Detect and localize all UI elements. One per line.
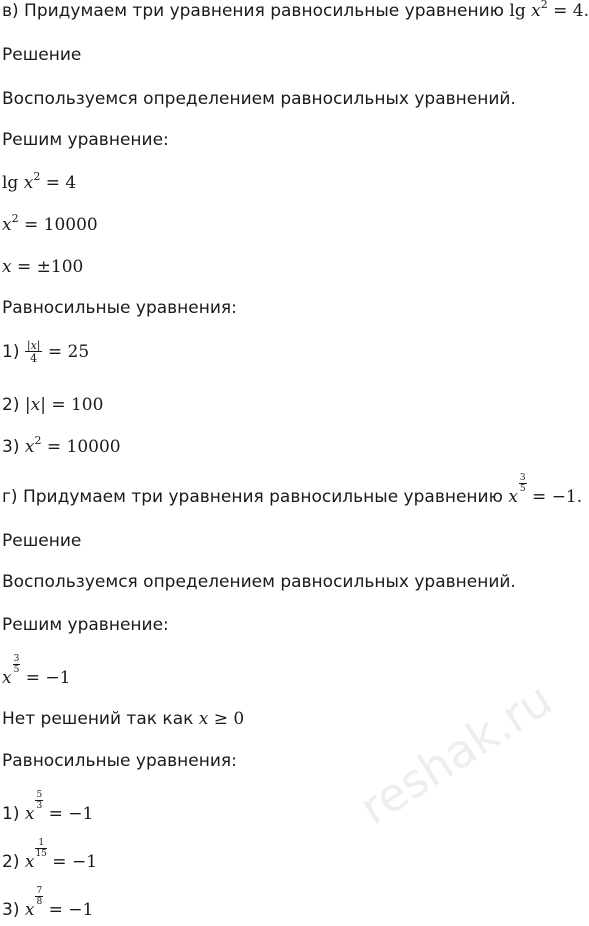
section-v-solution-heading: Решение <box>2 45 82 65</box>
no-solution-x: x <box>198 709 209 729</box>
no-solution-text: Нет решений так как <box>2 709 199 729</box>
fraction-denominator: 8 <box>36 897 43 907</box>
task-v-statement <box>2 0 589 22</box>
step-rhs: = 10000 <box>18 215 98 235</box>
equation-x: x <box>24 852 35 872</box>
equation-number: 1) <box>2 342 25 362</box>
step-rhs: = −1 <box>20 668 71 688</box>
equation-exponent-fraction <box>35 839 46 859</box>
step-rhs: = ±100 <box>11 257 84 277</box>
fraction-numerator: 1 <box>35 839 46 849</box>
section-g-equation-3 <box>2 886 94 921</box>
section-g-no-solution <box>2 708 244 730</box>
step-exponent: 2 <box>11 212 19 225</box>
section-g-method-text: Воспользуемся определением равносильных уравнений. <box>2 572 516 592</box>
section-v-equation-2 <box>2 394 103 416</box>
fraction-denominator: 4 <box>30 352 38 365</box>
abs-bar-left: | <box>24 395 31 415</box>
equation-exponent-fraction <box>35 887 43 907</box>
step-exponent: 2 <box>33 170 41 183</box>
task-g-rhs: = −1. <box>526 487 583 507</box>
step-rhs: = 4 <box>40 173 77 193</box>
task-g-statement <box>2 473 583 508</box>
task-v-rhs: = 4. <box>547 1 589 21</box>
fraction-numerator: 3 <box>13 654 20 664</box>
fraction <box>25 340 43 364</box>
equation-number: 2) <box>2 395 25 415</box>
task-v-x: x <box>531 1 541 21</box>
equation-x: x <box>30 395 41 415</box>
equation-x: x <box>24 900 35 920</box>
step-x: x <box>2 215 12 235</box>
section-v-step-3 <box>2 256 83 278</box>
section-g-step-1 <box>2 654 71 689</box>
section-v-equivalent-heading: Равносильные уравнения: <box>2 298 237 318</box>
fraction-numerator: 7 <box>36 886 43 896</box>
section-g-equation-1 <box>2 790 94 825</box>
equation-rhs: | = 100 <box>40 395 104 415</box>
task-g-text: г) Придумаем три уравнения равносильные уравнению <box>2 487 509 507</box>
fraction-numerator: |x| <box>26 339 41 352</box>
fraction-denominator: 5 <box>519 484 526 494</box>
step-x: x <box>23 173 34 193</box>
equation-exponent-fraction <box>35 791 43 811</box>
fraction-denominator: 15 <box>35 849 47 859</box>
equation-rhs: = 25 <box>42 342 90 362</box>
task-v-exponent: 2 <box>540 0 548 11</box>
equation-number: 2) <box>2 852 25 872</box>
section-v-equation-1 <box>2 340 89 364</box>
equation-x: x <box>24 804 35 824</box>
equation-exponent: 2 <box>34 434 42 447</box>
step-exponent-fraction <box>13 655 21 675</box>
no-solution-condition: ≥ 0 <box>208 709 245 729</box>
section-v-equation-3 <box>2 436 121 458</box>
fraction-denominator: 5 <box>13 665 20 675</box>
section-g-solution-heading: Решение <box>2 531 82 551</box>
task-g-exponent-fraction <box>519 474 527 494</box>
step-lg: lg <box>2 173 24 193</box>
fraction-numerator: 3 <box>519 473 526 483</box>
section-v-step-2 <box>2 214 98 236</box>
section-g-equivalent-heading: Равносильные уравнения: <box>2 751 237 771</box>
task-g-x: x <box>508 487 518 507</box>
task-v-text: в) Придумаем три уравнения равносильные уравнению <box>2 1 510 21</box>
equation-x: x <box>24 437 35 457</box>
fraction-denominator: 3 <box>36 801 43 811</box>
equation-rhs: = 10000 <box>41 437 121 457</box>
fraction-numerator: 5 <box>36 790 43 800</box>
equation-rhs: = −1 <box>43 900 94 920</box>
equation-number: 3) <box>2 437 25 457</box>
equation-rhs: = −1 <box>43 804 94 824</box>
equation-rhs: = −1 <box>46 852 98 872</box>
section-g-solve-heading: Решим уравнение: <box>2 615 169 635</box>
equation-number: 3) <box>2 900 25 920</box>
step-x: x <box>2 257 12 277</box>
task-v-lg: lg <box>509 1 532 21</box>
section-v-method-text: Воспользуемся определением равносильных уравнений. <box>2 89 516 109</box>
section-v-step-1 <box>2 172 76 194</box>
equation-number: 1) <box>2 804 25 824</box>
section-v-solve-heading: Решим уравнение: <box>2 130 169 150</box>
step-x: x <box>2 668 12 688</box>
watermark: reshak.ru <box>350 671 562 836</box>
section-g-equation-2 <box>2 838 98 873</box>
